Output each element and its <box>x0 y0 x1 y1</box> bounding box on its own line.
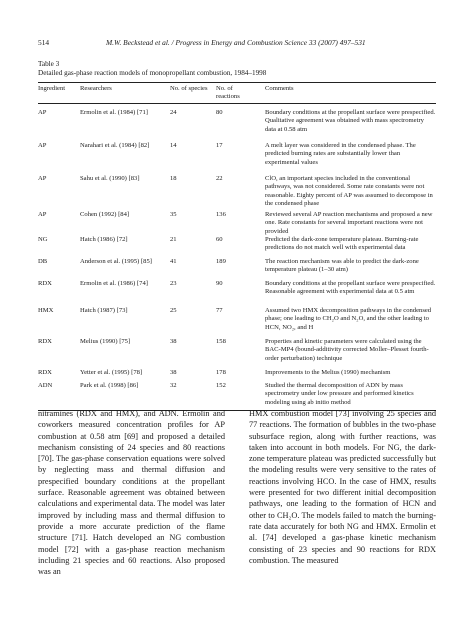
cell-species: 18 <box>170 175 177 182</box>
cell-species: 38 <box>170 338 177 345</box>
cell-researchers: Cohen (1992) [84] <box>80 211 130 218</box>
cell-ingredient: AP <box>38 109 47 116</box>
cell-species: 41 <box>170 258 177 265</box>
column-header-species: No. of species <box>170 85 208 92</box>
cell-researchers: Park et al. (1998) [86] <box>80 382 139 389</box>
cell-comments: Predicted the dark-zone temperature plateau. Burning-rate predictions do not match well with experimental data <box>265 236 419 252</box>
cell-ingredient: RDX <box>38 280 52 287</box>
table-title: Detailed gas-phase reaction models of monopropellant combustion, 1984–1998 <box>38 69 267 77</box>
cell-comments: The reaction mechanism was able to predict the dark-zone temperature plateau (1–30 atm) <box>265 258 419 274</box>
cell-researchers: Hatch (1987) [73] <box>80 307 128 314</box>
cell-reactions: 189 <box>216 258 226 265</box>
cell-ingredient: ADN <box>38 382 53 389</box>
table-header-rule <box>38 103 436 104</box>
cell-species: 23 <box>170 280 177 287</box>
cell-comments: Studied the thermal decomposition of ADN by mass spectrometry under low pressure and performed kinetics modeling using ab initio method <box>265 382 414 406</box>
running-head <box>38 38 436 50</box>
journal-citation: M.W. Beckstead et al. / Progress in Energy and Combustion Science 33 (2007) 497–531 <box>106 38 366 47</box>
cell-comments: Assumed two HMX decomposition pathways in the condensed phase; one leading to CH₂O and N₂O, and the other leading to HCN, NO₂, and H <box>265 307 432 331</box>
cell-reactions: 158 <box>216 338 226 345</box>
body-text-right-column: HMX combustion model [73] involving 25 species and 77 reactions. The formation of bubbles in the two-phase subsurface region, along with further reactions, was taken into account in both models. For NG, the dark-zone temperature plateau was predicted successfully but the modeling results were very sensitive to the rates of reactions involving HCO. In the case of HMX, results were presented for two different initial decomposition pathways, one leading to the formation of HCN and other to CH₂O. The models failed to match the burning-rate data accurately for both NG and HMX. Ermolin et al. [74] developed a gas-phase kinetic mechanism consisting of 23 species and 90 reactions for RDX combustion. The measured <box>249 409 436 565</box>
cell-species: 25 <box>170 307 177 314</box>
cell-comments: Boundary conditions at the propellant surface were prespecified. Qualitative agreement was obtained with mass spectrometry data at 0.58 atm <box>265 109 436 133</box>
cell-comments: Reviewed several AP reaction mechanisms and proposed a new one. Rate constants for several important reactions were not provided <box>265 211 433 235</box>
cell-reactions: 22 <box>216 175 223 182</box>
table-label: Table 3 <box>38 60 60 68</box>
column-header-reactions: No. of reactions <box>216 85 240 101</box>
cell-researchers: Sahu et al. (1990) [83] <box>80 175 140 182</box>
cell-researchers: Yetter et al. (1995) [78] <box>80 369 143 376</box>
cell-species: 21 <box>170 236 177 243</box>
cell-reactions: 80 <box>216 109 223 116</box>
cell-researchers: Ermolin et al. (1984) [71] <box>80 109 148 116</box>
cell-species: 38 <box>170 369 177 376</box>
body-text-left-column: nitramines (RDX and HMX), and ADN. Ermolin and coworkers measured concentration profiles for AP combustion at 0.58 atm [69] and proposed a detailed mechanism consisting of 24 species and 80 reactions [70]. The gas-phase conservation equations were solved by neglecting mass and thermal diffusion and prespecified boundary conditions at the propellant surface. Reasonable agreement was obtained between calculations and experimental data. The model was later improved by including mass and thermal diffusion to provide a more accurate prediction of the flame structure [71]. Hatch developed an NG combustion model [72] with a gas-phase reaction mechanism including 21 species and 60 reactions. Also proposed was an <box>38 409 225 577</box>
cell-researchers: Anderson et al. (1995) [85] <box>80 258 152 265</box>
cell-reactions: 152 <box>216 382 226 389</box>
cell-ingredient: AP <box>38 142 47 149</box>
page-number: 514 <box>38 38 50 47</box>
cell-comments: Improvements to the Melius (1990) mechanism <box>265 369 391 376</box>
cell-species: 32 <box>170 382 177 389</box>
column-header-comments: Comments <box>265 85 294 92</box>
cell-ingredient: DB <box>38 258 48 265</box>
table-caption <box>38 60 266 78</box>
column-header-researchers: Researchers <box>80 85 112 92</box>
cell-comments: A melt layer was considered in the condensed phase. The predicted burning rates are substantially lower than experimental values <box>265 142 416 166</box>
cell-ingredient: RDX <box>38 338 52 345</box>
cell-researchers: Ermolin et al. (1986) [74] <box>80 280 148 287</box>
cell-reactions: 136 <box>216 211 226 218</box>
cell-ingredient: HMX <box>38 307 54 314</box>
cell-species: 24 <box>170 109 177 116</box>
cell-researchers: Melius (1990) [75] <box>80 338 131 345</box>
cell-ingredient: NG <box>38 236 48 243</box>
table-top-rule <box>38 82 436 83</box>
column-header-ingredient: Ingredient <box>38 85 66 92</box>
cell-species: 14 <box>170 142 177 149</box>
cell-comments: Properties and kinetic parameters were calculated using the BAC-MP4 (bound-additivity corrected Moller–Plesset fourth-order perturbation) technique <box>265 338 429 362</box>
cell-reactions: 60 <box>216 236 223 243</box>
cell-reactions: 77 <box>216 307 223 314</box>
cell-comments: Boundary conditions at the propellant surface were prespecified. Reasonable agreement with experimental data at 0.5 atm <box>265 280 436 296</box>
cell-ingredient: AP <box>38 211 47 218</box>
cell-reactions: 90 <box>216 280 223 287</box>
cell-researchers: Narahari et al. (1984) [82] <box>80 142 150 149</box>
cell-comments: ClO, an important species included in the conventional pathways, was not considered. Some rate constants were not reasonable. Eighty percent of AP was assumed to decompose in the condensed phase <box>265 175 433 207</box>
cell-reactions: 178 <box>216 369 226 376</box>
cell-reactions: 17 <box>216 142 223 149</box>
cell-researchers: Hatch (1986) [72] <box>80 236 128 243</box>
cell-ingredient: RDX <box>38 369 52 376</box>
cell-species: 35 <box>170 211 177 218</box>
cell-ingredient: AP <box>38 175 47 182</box>
